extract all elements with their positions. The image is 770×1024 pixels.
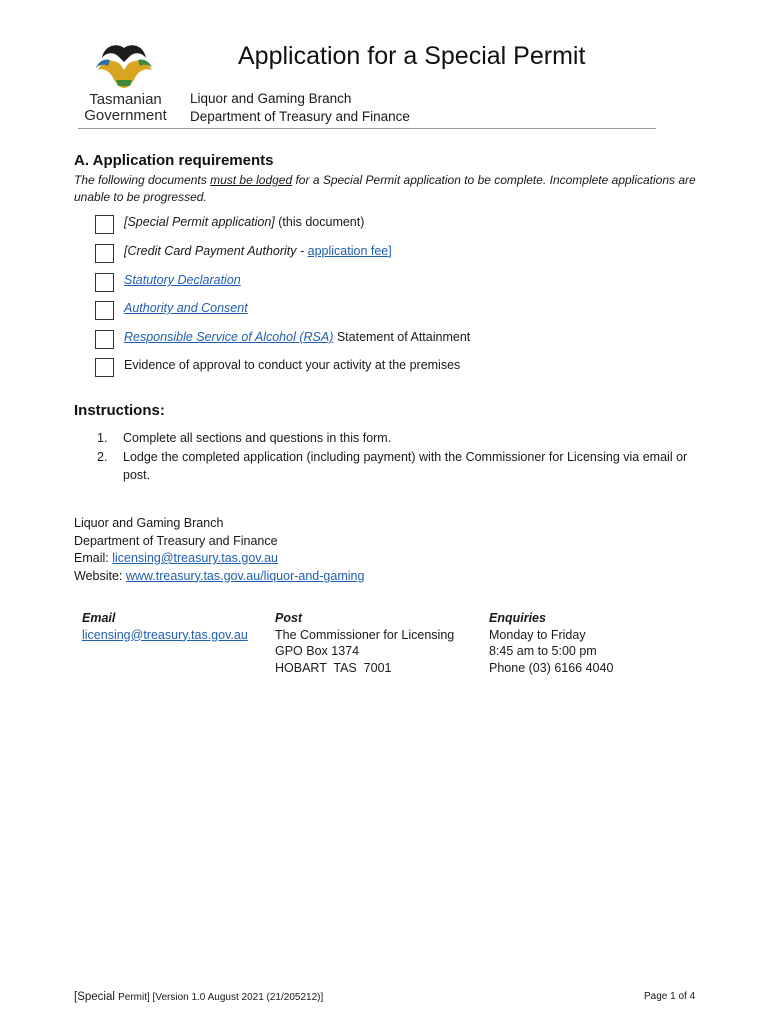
checkbox[interactable]	[95, 244, 114, 263]
section-a-intro	[74, 172, 704, 206]
email-column-link[interactable]: licensing@treasury.tas.gov.au	[82, 627, 248, 642]
footer-version	[74, 991, 323, 1003]
email-label: Email:	[74, 551, 113, 565]
enquiries-line: Phone (03) 6166 4040	[489, 660, 614, 675]
step-text: Lodge the completed application (including payment) with the Commissioner for Licensing via email or post.	[123, 450, 688, 482]
page-title: Application for a Special Permit	[238, 42, 586, 70]
checkbox[interactable]	[95, 215, 114, 234]
item-text: Statement of Attainment	[333, 330, 471, 344]
logo-text-tasmanian: Tasmanian	[89, 91, 162, 108]
page-number: Page 1 of 4	[644, 991, 696, 1002]
contact-branch: Liquor and Gaming Branch	[74, 516, 224, 530]
email-column-heading: Email	[82, 611, 116, 625]
tasmanian-tiger-emblem-icon	[94, 40, 156, 92]
department-name: Department of Treasury and Finance	[190, 109, 410, 124]
item-text-italic: [Special Permit application]	[124, 215, 275, 229]
checklist-item-rsa-statement	[95, 328, 695, 350]
contact-department: Department of Treasury and Finance	[74, 533, 278, 548]
contact-block	[74, 515, 364, 585]
list-item	[97, 429, 697, 447]
checklist-item-statutory-declaration	[95, 271, 695, 293]
item-text: (this document)	[274, 215, 365, 229]
website-link[interactable]: www.treasury.tas.gov.au/liquor-and-gaming	[125, 568, 365, 583]
intro-text-end: for a Special Permit application to be complete. Incomplete applications are unable to be progressed.	[74, 173, 696, 204]
application-fee-link[interactable]: application fee]	[307, 244, 392, 258]
checkbox[interactable]	[95, 273, 114, 292]
checklist-item-credit-card-authority	[95, 242, 695, 264]
footer-text-start: [Special	[74, 991, 119, 1003]
enquiries-column-heading: Enquiries	[489, 611, 546, 625]
authority-and-consent-link[interactable]: Authority and Consent	[124, 301, 248, 315]
post-line: The Commissioner for Licensing	[275, 627, 455, 642]
logo-text-government: Government	[84, 107, 167, 124]
intro-text-underlined: must be lodged	[210, 173, 293, 187]
intro-text-start: The following documents	[74, 173, 211, 187]
checkbox[interactable]	[95, 358, 114, 377]
enquiries-line: Monday to Friday	[489, 627, 586, 642]
email-link[interactable]: licensing@treasury.tas.gov.au	[112, 551, 278, 565]
post-column	[275, 610, 454, 676]
enquiries-line: 8:45 am to 5:00 pm	[489, 644, 597, 658]
footer-text-end: Permit] [Version 1.0 August 2021 (21/205212)]	[118, 992, 324, 1003]
checkbox[interactable]	[95, 330, 114, 349]
list-item	[97, 448, 697, 484]
section-a-heading: A. Application requirements	[74, 152, 274, 169]
checklist-item-special-permit-application	[95, 213, 695, 235]
item-text-italic: [Credit Card Payment Authority -	[124, 244, 308, 258]
checkbox[interactable]	[95, 301, 114, 320]
step-number: 1.	[97, 431, 108, 445]
checklist-item-evidence-of-approval	[95, 356, 695, 378]
checklist-item-authority-and-consent	[95, 299, 695, 321]
statutory-declaration-link[interactable]: Statutory Declaration	[124, 273, 241, 287]
step-number: 2.	[97, 450, 108, 464]
enquiries-column	[489, 610, 613, 676]
website-label: Website:	[74, 568, 126, 583]
post-line: GPO Box 1374	[275, 644, 360, 658]
branch-name: Liquor and Gaming Branch	[190, 91, 352, 106]
step-text: Complete all sections and questions in this form.	[123, 431, 392, 445]
post-column-heading: Post	[275, 611, 303, 625]
branch-info	[190, 90, 410, 126]
post-line: HOBART TAS 7001	[275, 660, 392, 675]
header-divider	[78, 128, 656, 129]
rsa-link[interactable]: Responsible Service of Alcohol (RSA)	[124, 330, 334, 344]
item-text: Evidence of approval to conduct your activity at the premises	[124, 358, 461, 372]
instructions-heading: Instructions:	[74, 402, 165, 419]
email-column	[82, 610, 248, 643]
tasmanian-government-logo	[78, 40, 173, 128]
